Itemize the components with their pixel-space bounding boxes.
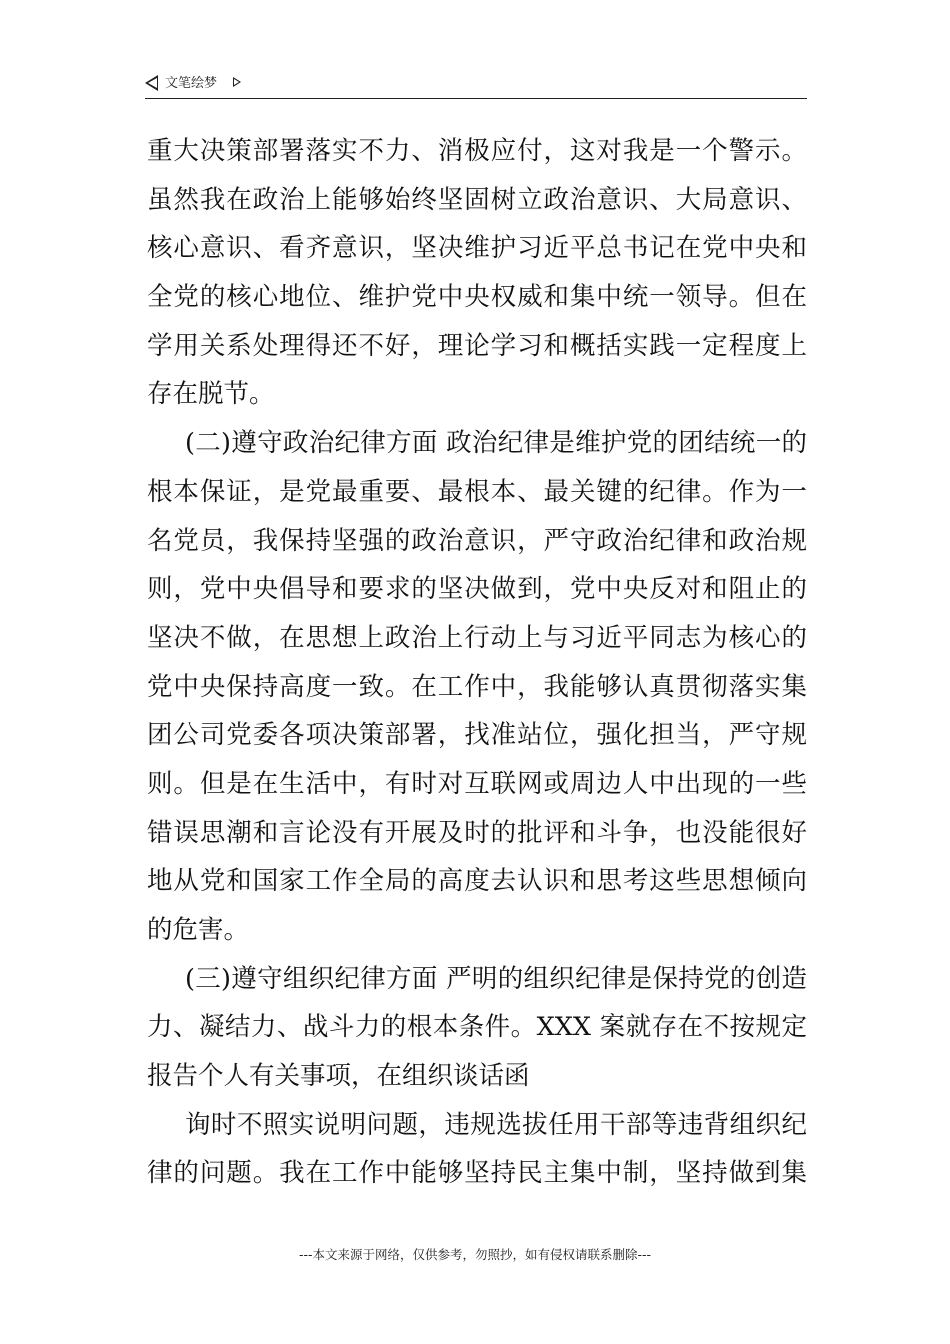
text-line: 虽然我在政治上能够始终坚固树立政治意识、大局意识、 [147, 184, 807, 215]
text-line: 则。但是在生活中，有时对互联网或周边人中出现的一些 [147, 768, 807, 799]
text-line: 根本保证，是党最重要、最根本、最关键的纪律。作为一 [147, 476, 807, 507]
text-line: 学用关系处理得还不好，理论学习和概括实践一定程度上 [147, 330, 807, 361]
text-line: (二)遵守政治纪律方面 政治纪律是维护党的团结统一的 [185, 428, 807, 459]
text-line: 询时不照实说明问题，违规选拔任用干部等违背组织纪 [185, 1109, 807, 1140]
text-line: 的危害。 [147, 915, 250, 945]
text-line: 律的问题。我在工作中能够坚持民主集中制，坚持做到集 [147, 1158, 807, 1189]
text-line: 党中央保持高度一致。在工作中，我能够认真贯彻落实集 [147, 671, 807, 702]
text-line: 全党的核心地位、维护党中央权威和集中统一领导。但在 [147, 282, 807, 313]
text-line: 地从党和国家工作全局的高度去认识和思考这些思想倾向 [147, 866, 807, 897]
text-line: 重大决策部署落实不力、消极应付，这对我是一个警示。 [147, 136, 807, 166]
text-line: 错误思潮和言论没有开展及时的批评和斗争，也没能很好 [147, 817, 807, 848]
text-line: (三)遵守组织纪律方面 严明的组织纪律是保持党的创造 [185, 963, 807, 994]
header-title: 文笔绘梦 [165, 76, 218, 91]
text-line: 存在脱节。 [147, 379, 275, 410]
triangle-right-icon [233, 77, 241, 87]
text-line: 报告个人有关事项，在组织谈话函 [147, 1061, 530, 1092]
page-header [145, 72, 807, 99]
text-line: 核心意识、看齐意识，坚决维护习近平总书记在党中央和 [147, 233, 807, 264]
text-line: 团公司党委各项决策部署，找准站位，强化担当，严守规 [147, 720, 807, 751]
text-line: 则，党中央倡导和要求的坚决做到，党中央反对和阻止的 [147, 574, 807, 605]
footer-disclaimer: ---本文来源于网络，仅供参考，勿照抄，如有侵权请联系删除--- [298, 1247, 652, 1262]
text-line: 力、凝结力、战斗力的根本条件。XXX 案就存在不按规定 [147, 1012, 807, 1043]
triangle-left-icon [145, 75, 158, 91]
text-line: 名党员，我保持坚强的政治意识，严守政治纪律和政治规 [147, 525, 807, 556]
document-body [147, 127, 807, 1198]
text-line: 坚决不做，在思想上政治上行动上与习近平同志为核心的 [147, 622, 807, 653]
